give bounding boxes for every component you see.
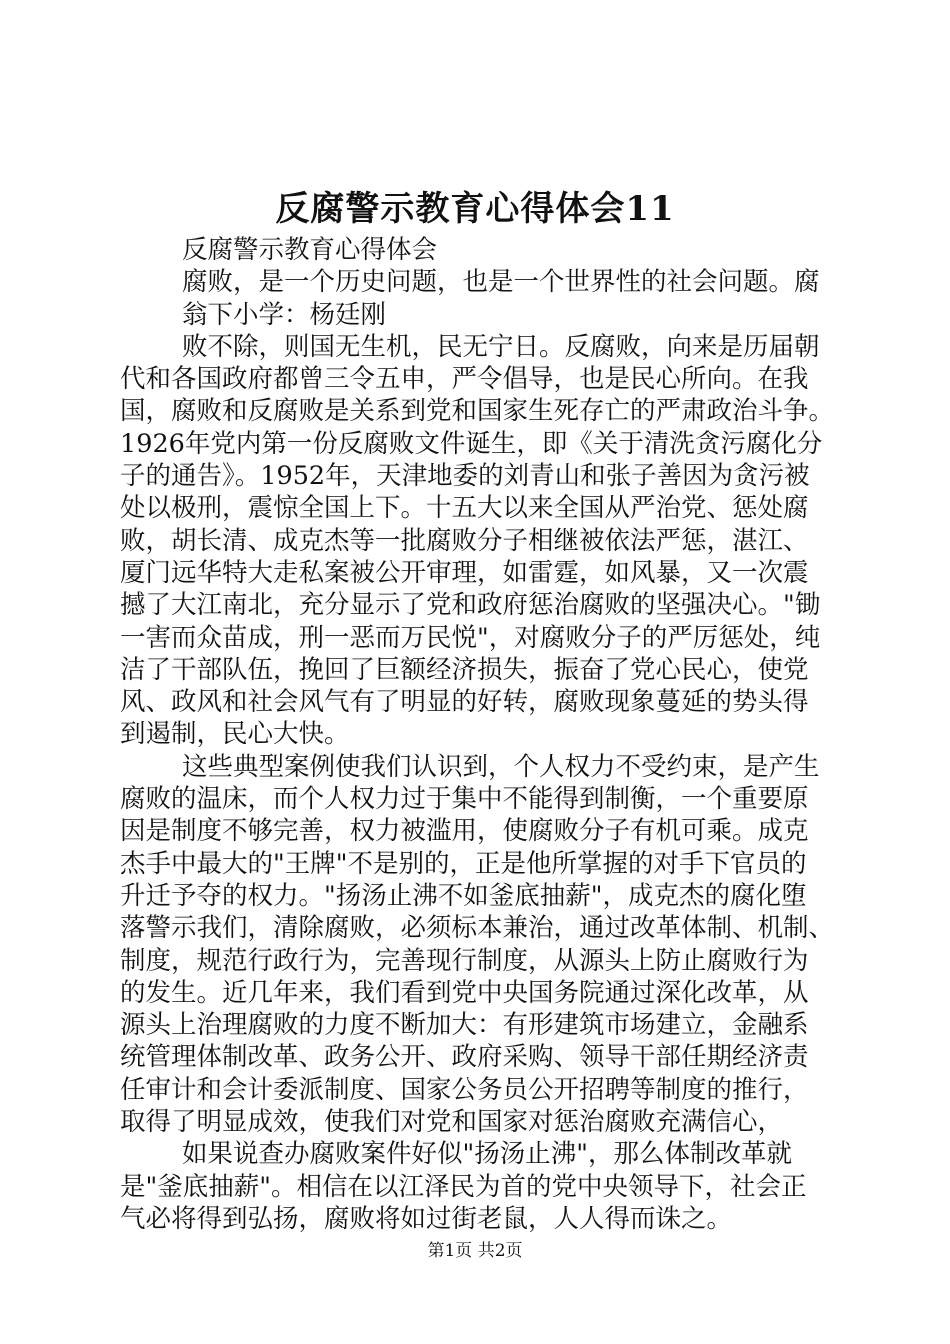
- paragraph-line: 制度，规范行政行为，完善现行制度，从源头上防止腐败行为: [120, 945, 809, 976]
- paragraph-line: 因是制度不够完善，权力被滥用，使腐败分子有机可乘。成克: [120, 816, 809, 847]
- paragraph-line: 代和各国政府都曾三令五申，严令倡导，也是民心所向。在我: [120, 364, 809, 395]
- paragraph-line: 取得了明显成效，使我们对党和国家对惩治腐败充满信心，: [120, 1107, 784, 1138]
- paragraph-line: 败，胡长清、成克杰等一批腐败分子相继被依法严惩，湛江、: [120, 525, 809, 556]
- paragraph-line: 处以极刑，震惊全国上下。十五大以来全国从严治党、惩处腐: [120, 493, 809, 524]
- paragraph-line: 到遏制，民心大快。: [120, 719, 350, 750]
- paragraph-line: 任审计和会计委派制度、国家公务员公开招聘等制度的推行，: [120, 1074, 809, 1105]
- paragraph-3: [120, 1138, 840, 1235]
- paragraph-2: [120, 751, 840, 1139]
- paragraph-line: 1926年党内第一份反腐败文件诞生，即《关于清洗贪污腐化分: [120, 428, 823, 459]
- paragraph-line: 风、政风和社会风气有了明显的好转，腐败现象蔓延的势头得: [120, 687, 809, 718]
- paragraph-line: 源头上治理腐败的力度不断加大：有形建筑市场建立，金融系: [120, 1010, 809, 1041]
- intro-line: 腐败，是一个历史问题，也是一个世界性的社会问题。腐: [182, 267, 820, 298]
- page-footer: 第1页 共2页: [427, 1241, 523, 1261]
- document-title: 反腐警示教育心得体会11: [275, 189, 675, 229]
- author-line: 翁下小学：杨廷刚: [182, 299, 387, 330]
- paragraph-line: 是"釜底抽薪"。相信在以江泽民为首的党中央领导下，社会正: [120, 1171, 807, 1202]
- paragraph-line: 腐败的温床，而个人权力过于集中不能得到制衡，一个重要原: [120, 784, 809, 815]
- paragraph-line: 如果说查办腐败案件好似"扬汤止沸"，那么体制改革就: [182, 1139, 792, 1170]
- paragraph-line: 杰手中最大的"王牌"不是别的，正是他所掌握的对手下官员的: [120, 848, 807, 879]
- paragraph-line: 这些典型案例使我们认识到，个人权力不受约束，是产生: [182, 751, 820, 782]
- paragraph-1: [120, 331, 840, 751]
- paragraph-line: 子的通告》。1952年，天津地委的刘青山和张子善因为贪污被: [120, 461, 810, 492]
- paragraph-line: 气必将得到弘扬，腐败将如过街老鼠，人人得而诛之。: [120, 1203, 733, 1234]
- paragraph-line: 败不除，则国无生机，民无宁日。反腐败，向来是历届朝: [182, 331, 820, 362]
- paragraph-line: 升迁予夺的权力。"扬汤止沸不如釜底抽薪"，成克杰的腐化堕: [120, 880, 807, 911]
- paragraph-line: 撼了大江南北，充分显示了党和政府惩治腐败的坚强决心。"锄: [120, 590, 821, 621]
- paragraph-line: 国，腐败和反腐败是关系到党和国家生死存亡的严肃政治斗争。: [120, 396, 835, 427]
- paragraph-line: 洁了干部队伍，挽回了巨额经济损失，振奋了党心民心，使党: [120, 654, 809, 685]
- paragraph-line: 一害而众苗成，刑一恶而万民悦"，对腐败分子的严厉惩处，纯: [120, 622, 821, 653]
- paragraph-line: 的发生。近几年来，我们看到党中央国务院通过深化改革，从: [120, 977, 809, 1008]
- paragraph-line: 厦门远华特大走私案被公开审理，如雷霆，如风暴，又一次震: [120, 557, 809, 588]
- subtitle-line: 反腐警示教育心得体会: [182, 235, 438, 265]
- paragraph-line: 统管理体制改革、政务公开、政府采购、领导干部任期经济责: [120, 1042, 809, 1073]
- document-body: [120, 234, 840, 1235]
- paragraph-line: 落警示我们，清除腐败，必须标本兼治，通过改革体制、机制、: [120, 913, 835, 944]
